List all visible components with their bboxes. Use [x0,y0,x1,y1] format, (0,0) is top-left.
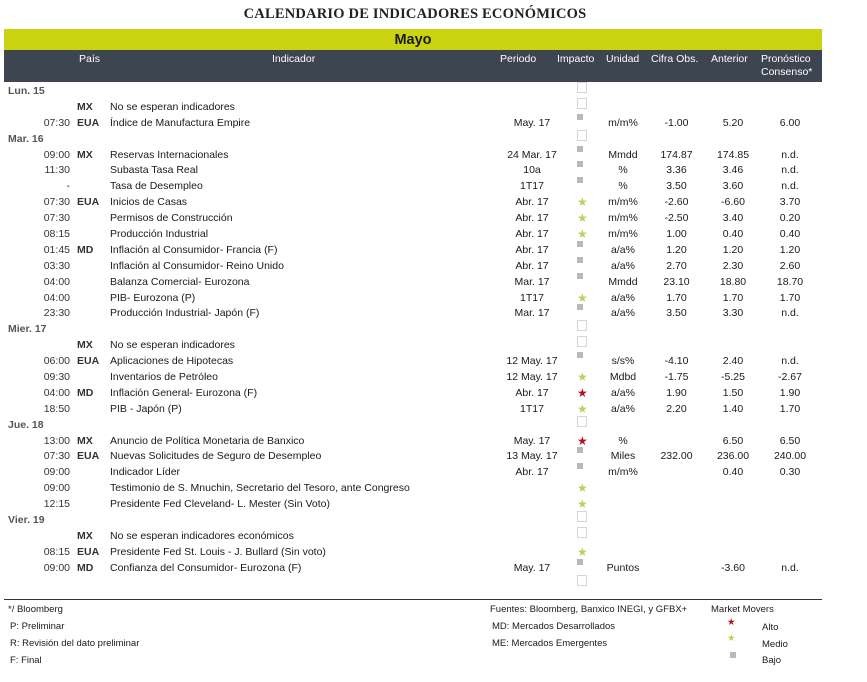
square-low-icon [730,651,736,662]
anterior-cell: 3.30 [722,307,744,320]
indicator-cell: Anuncio de Política Monetaria de Banxico [110,434,305,447]
country-cell: MD [77,561,94,574]
table-row [4,116,822,132]
unit-cell: a/a% [611,307,635,320]
cifra-cell: 23.10 [663,275,690,288]
country-cell: MD [77,386,94,399]
cifra-cell: -4.10 [664,355,689,368]
cifra-cell: 1.20 [666,243,687,256]
period-cell: Mar. 17 [514,307,550,320]
table-row: 09:30 Inventarios de Petróleo 12 May. 17 Mdbd -1.75 -5.25 -2.67 ★ [4,370,822,386]
header-consenso: Consenso* [761,66,813,78]
indicator-cell: Aplicaciones de Hipotecas [110,355,234,368]
table-row [4,148,822,164]
time-cell: 03:30 [43,259,70,272]
table-row [4,577,822,593]
pronostico-cell: 6.00 [779,116,801,129]
table-row [4,561,822,577]
table-row [4,529,822,545]
cifra-cell: 174.87 [660,148,693,161]
anterior-cell: -5.25 [721,371,745,384]
period-cell: 1T17 [520,180,544,193]
day-label: Lun. 15 [8,85,45,97]
cifra-cell: 1.90 [666,386,687,399]
header-cifra: Cifra Obs. [651,53,699,65]
indicator-cell: Inicios de Casas [110,196,188,209]
unit-cell: Mmdd [608,275,638,288]
table-row: 12:15 Presidente Fed Cleveland- L. Mester (Sin Voto) ★ [4,497,822,513]
period-cell: Abr. 17 [515,228,549,241]
pronostico-cell: 0.40 [779,228,801,241]
day-header-row [4,513,822,529]
period-cell: Mar. 17 [514,275,550,288]
anterior-cell: 1.40 [722,402,744,415]
header-periodo: Periodo [500,53,537,65]
period-cell: Abr. 17 [515,212,549,225]
time-cell: 13:00 [43,434,70,447]
time-cell: 12:15 [43,498,70,511]
legend-medio: Medio [762,639,788,650]
legend-alto: Alto [762,622,779,633]
time-cell: 09:00 [43,561,70,574]
time-cell: - [66,180,70,193]
table-row [4,100,822,116]
anterior-cell: -6.60 [721,196,745,209]
day-header-row [4,418,822,434]
star-medium-icon: ★ [727,633,736,644]
table-row [4,338,822,354]
cifra-cell: 3.50 [666,180,687,193]
pronostico-cell: 0.30 [779,466,801,479]
country-cell: EUA [77,355,100,368]
unit-cell: m/m% [608,212,638,225]
footnote-bloomberg: */ Bloomberg [8,604,63,615]
table-row: 09:00 Testimonio de S. Mnuchin, Secretario del Tesoro, ante Congreso ★ [4,481,822,497]
table-row [4,275,822,291]
anterior-cell: 2.40 [722,355,744,368]
anterior-cell: 0.40 [722,466,744,479]
country-cell: MX [77,100,93,113]
period-cell: May. 17 [513,434,551,447]
indicator-cell: No se esperan indicadores [110,339,235,352]
pronostico-cell: n.d. [781,164,799,177]
anterior-cell: 3.40 [722,212,744,225]
pronostico-cell: 3.70 [779,196,801,209]
sources-note: Fuentes: Bloomberg, Banxico INEGI, y GFBX+ [490,604,688,615]
time-cell: 04:00 [43,291,70,304]
unit-cell: % [618,434,628,447]
time-cell: 04:00 [43,275,70,288]
indicator-cell: Nuevas Solicitudes de Seguro de Desempleo [110,450,322,463]
pronostico-cell: -2.67 [778,371,802,384]
period-cell: Abr. 17 [515,243,549,256]
footer-divider [4,599,822,600]
pronostico-cell: n.d. [781,148,799,161]
unit-cell: Mdbd [609,371,637,384]
indicator-cell: PIB- Eurozona (P) [110,291,196,304]
table-row: 07:30 Permisos de Construcción Abr. 17 m/m% -2.50 3.40 0.20 ★ [4,211,822,227]
period-cell: 13 May. 17 [506,450,558,463]
pronostico-cell: 1.90 [779,386,801,399]
indicator-cell: No se esperan indicadores económicos [110,529,294,542]
table-row [4,243,822,259]
pronostico-cell: n.d. [781,307,799,320]
indicator-cell: Inflación General- Eurozona (F) [110,386,258,399]
country-cell: EUA [77,116,100,129]
unit-cell: % [618,164,628,177]
anterior-cell: 1.70 [722,291,744,304]
unit-cell: Puntos [606,561,640,574]
legend-md: MD: Mercados Desarrollados [492,621,616,632]
time-cell: 08:15 [43,545,70,558]
cifra-cell: 3.50 [666,307,687,320]
month-banner: Mayo [4,29,822,50]
country-cell: EUA [77,450,100,463]
cifra-cell: 3.36 [666,164,687,177]
time-cell: 08:15 [43,228,70,241]
pronostico-cell: 1.20 [779,243,801,256]
anterior-cell: 6.50 [722,434,744,447]
cifra-cell: 232.00 [660,450,693,463]
cifra-cell: 2.70 [666,259,687,272]
time-cell: 09:00 [43,148,70,161]
anterior-cell: 18.80 [719,275,747,288]
pronostico-cell: n.d. [781,180,799,193]
table-row [4,449,822,465]
indicator-cell: Confianza del Consumidor- Eurozona (F) [110,561,302,574]
cifra-cell: 2.20 [666,402,687,415]
table-row: 13:00 MX Anuncio de Política Monetaria de Banxico May. 17 % 6.50 6.50 ★ [4,434,822,450]
day-header-row [4,132,822,148]
unit-cell: a/a% [611,259,635,272]
pronostico-cell: 2.60 [779,259,801,272]
table-row: 04:00 MD Inflación General- Eurozona (F) Abr. 17 a/a% 1.90 1.50 1.90 ★ [4,386,822,402]
country-cell: MD [77,243,94,256]
country-cell: EUA [77,196,100,209]
unit-cell: m/m% [608,228,638,241]
pronostico-cell: 1.70 [779,291,801,304]
pronostico-cell: 6.50 [779,434,801,447]
period-cell: Abr. 17 [515,196,549,209]
day-label: Mier. 17 [8,323,47,336]
indicator-cell: Presidente Fed St. Louis - J. Bullard (Sin voto) [110,545,326,558]
header-pais: País [79,53,101,65]
table-header [4,50,822,82]
period-cell: Abr. 17 [515,386,549,399]
period-cell: May. 17 [513,561,551,574]
time-cell: 09:00 [43,466,70,479]
unit-cell: % [618,180,628,193]
country-cell: MX [77,529,93,542]
unit-cell: m/m% [608,466,638,479]
period-cell: Abr. 17 [515,466,549,479]
country-cell: MX [77,148,93,161]
time-cell: 23:30 [43,307,70,320]
pronostico-cell: 240.00 [773,450,807,463]
period-cell: 1T17 [520,291,544,304]
pronostico-cell: 1.70 [779,402,801,415]
table-row [4,259,822,275]
period-cell: Abr. 17 [515,259,549,272]
pronostico-cell: 18.70 [776,275,804,288]
period-cell: 10a [523,164,541,177]
country-cell: EUA [77,545,100,558]
legend-preliminar: P: Preliminar [10,621,65,632]
pronostico-cell: n.d. [781,355,799,368]
cifra-cell: -2.50 [664,212,689,225]
anterior-cell: 174.85 [716,148,750,161]
legend-bajo: Bajo [762,655,782,666]
day-header-row [4,322,822,338]
legend-final: F: Final [10,655,42,666]
header-unidad: Unidad [606,53,640,65]
anterior-cell: 1.50 [722,386,744,399]
anterior-cell: 1.20 [722,243,744,256]
time-cell: 09:00 [43,482,70,495]
cifra-cell: -2.60 [664,196,689,209]
anterior-cell: 236.00 [716,450,750,463]
indicator-cell: Testimonio de S. Mnuchin, Secretario del Tesoro, ante Congreso [110,482,410,495]
time-cell: 06:00 [43,355,70,368]
pronostico-cell: n.d. [781,561,799,574]
country-cell: MX [77,339,93,352]
indicator-cell: No se esperan indicadores [110,100,235,113]
market-movers-title: Market Movers [711,604,774,615]
table-row: 18:50 PIB - Japón (P) 1T17 a/a% 2.20 1.40 1.70 ★ [4,402,822,418]
star-high-icon: ★ [727,617,736,628]
anterior-cell: 5.20 [722,116,744,129]
indicator-cell: Inflación al Consumidor- Reino Unido [110,259,284,272]
unit-cell: a/a% [611,243,635,256]
anterior-cell: -3.60 [721,561,745,574]
indicator-cell: Presidente Fed Cleveland- L. Mester (Sin Voto) [110,498,331,511]
table-row [4,465,822,481]
day-label: Jue. 18 [8,418,44,431]
anterior-cell: 0.40 [722,228,744,241]
time-cell: 07:30 [43,212,70,225]
indicator-cell: Tasa de Desempleo [110,180,203,193]
unit-cell: a/a% [611,291,635,304]
time-cell: 07:30 [43,196,70,209]
legend-me: ME: Mercados Emergentes [492,638,608,649]
page-title: CALENDARIO DE INDICADORES ECONÓMICOS [243,6,587,22]
time-cell: 11:30 [44,164,70,177]
table-row [4,354,822,370]
anterior-cell: 3.60 [722,180,744,193]
anterior-cell: 3.46 [722,164,744,177]
pronostico-cell: 0.20 [779,212,801,225]
cifra-cell: -1.00 [664,116,689,129]
period-cell: 12 May. 17 [506,355,558,368]
cifra-cell: -1.75 [664,371,689,384]
indicator-cell: Producción Industrial- Japón (F) [110,307,260,320]
indicator-cell: PIB - Japón (P) [110,402,182,415]
header-indicador: Indicador [272,53,316,65]
indicator-cell: Producción Industrial [110,228,209,241]
table-row [4,163,822,179]
day-label: Mar. 16 [8,132,44,145]
time-cell: 01:45 [43,243,70,256]
time-cell: 07:30 [43,450,70,463]
header-pronostico: Pronóstico [761,53,811,65]
legend-revision: R: Revisión del dato preliminar [10,638,140,649]
indicator-cell: Balanza Comercial- Eurozona [110,275,250,288]
unit-cell: Mmdd [608,148,638,161]
table-row: 07:30 EUA Inicios de Casas Abr. 17 m/m% -2.60 -6.60 3.70 ★ [4,195,822,211]
table-row: 08:15 Producción Industrial Abr. 17 m/m% 1.00 0.40 0.40 ★ [4,227,822,243]
day-label: Vier. 19 [8,514,45,527]
time-cell: 04:00 [43,386,70,399]
unit-cell: s/s% [611,355,635,368]
indicator-cell: Reservas Internacionales [110,148,229,161]
cifra-cell: 1.00 [666,228,687,241]
indicator-cell: Indicador Líder [110,466,181,479]
indicator-cell: Permisos de Construcción [110,212,233,225]
period-cell: 12 May. 17 [506,371,558,384]
cifra-cell: 1.70 [666,291,687,304]
time-cell: 07:30 [43,116,70,129]
unit-cell: Miles [610,450,636,463]
indicator-cell: Subasta Tasa Real [110,164,198,177]
period-cell: 24 Mar. 17 [507,148,557,161]
indicator-cell: Inventarios de Petróleo [110,371,218,384]
indicator-cell: Índice de Manufactura Empire [110,116,251,129]
header-anterior: Anterior [711,53,748,65]
calendar-table-body [4,84,822,593]
time-cell: 09:30 [43,371,70,384]
country-cell: MX [77,434,93,447]
table-row: 08:15 EUA Presidente Fed St. Louis - J. Bullard (Sin voto) ★ [4,545,822,561]
period-cell: 1T17 [520,402,544,415]
table-row [4,179,822,195]
unit-cell: m/m% [608,116,638,129]
time-cell: 18:50 [43,402,70,415]
anterior-cell: 2.30 [722,259,744,272]
unit-cell: a/a% [611,386,635,399]
unit-cell: a/a% [611,402,635,415]
table-row [4,306,822,322]
unit-cell: m/m% [608,196,638,209]
period-cell: May. 17 [513,116,551,129]
table-row: 04:00 PIB- Eurozona (P) 1T17 a/a% 1.70 1.70 1.70 ★ [4,291,822,307]
indicator-cell: Inflación al Consumidor- Francia (F) [110,243,278,256]
day-header-row [4,84,822,100]
header-impacto: Impacto [557,53,595,65]
